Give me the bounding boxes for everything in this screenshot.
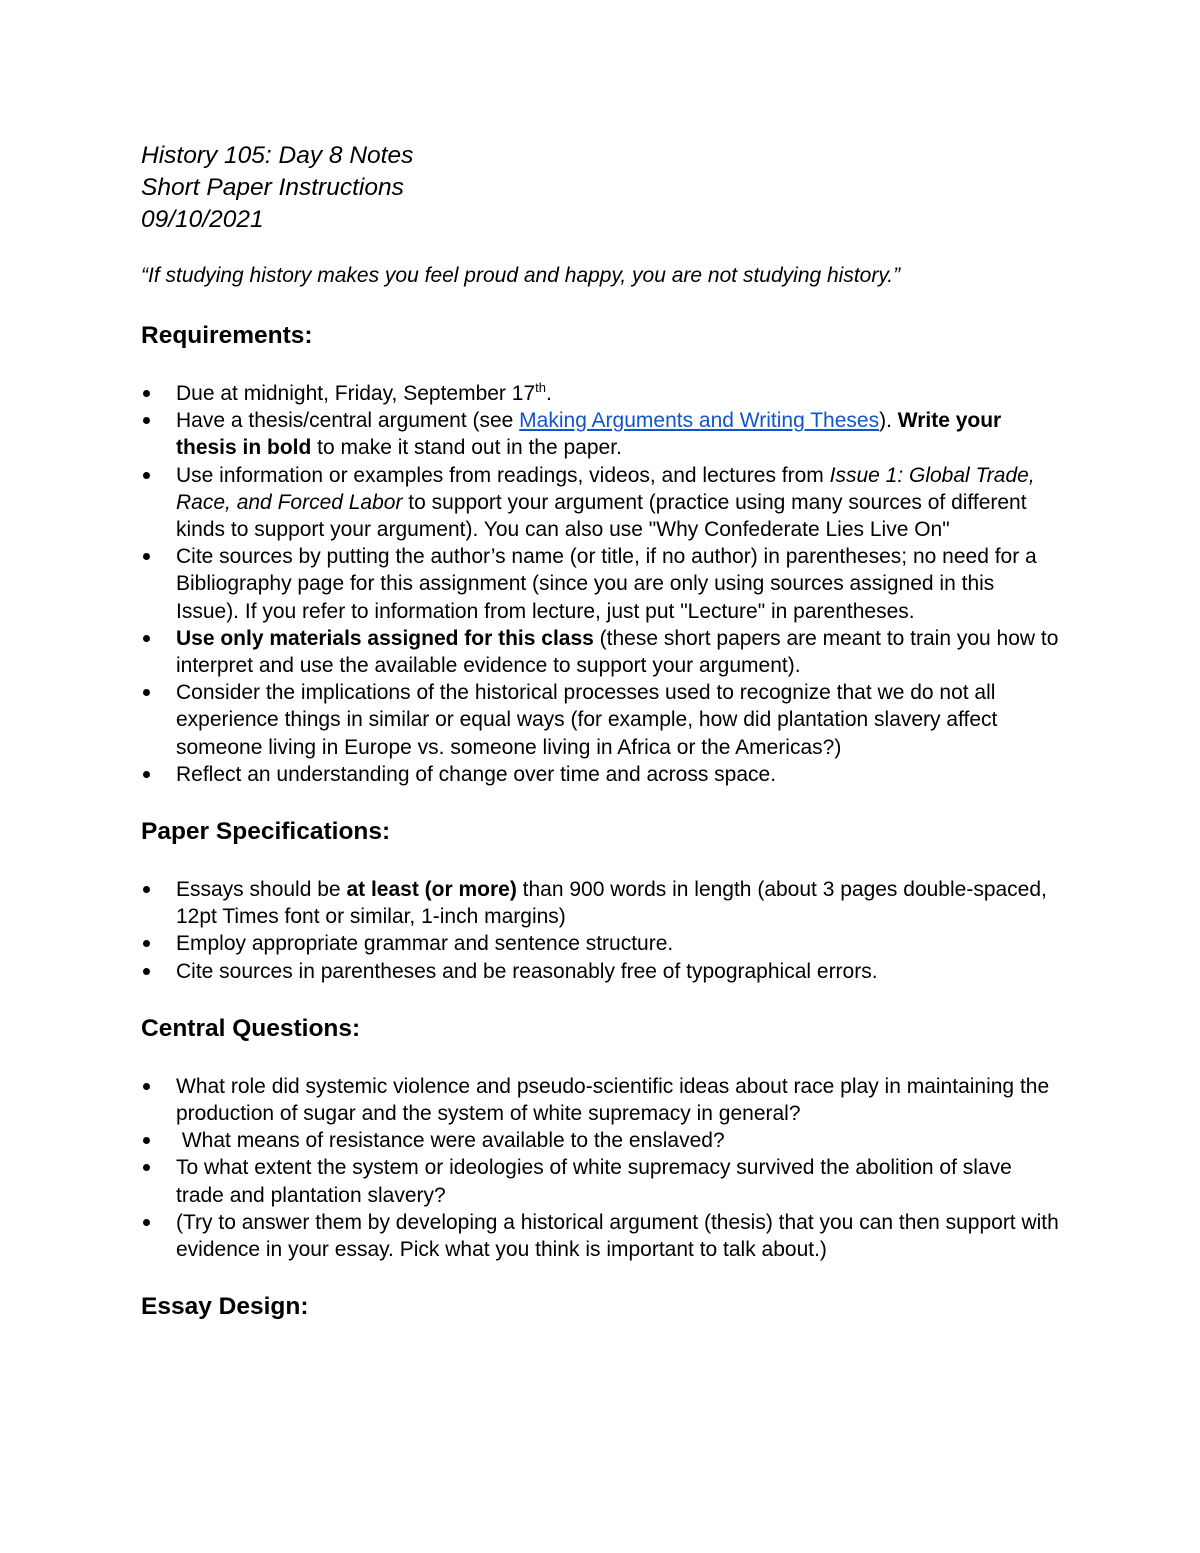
bullet-icon (143, 886, 150, 893)
list-item: To what extent the system or ideologies of white supremacy survived the abolition of slave trade and plantation slavery? (141, 1154, 1061, 1208)
bullet-icon (143, 968, 150, 975)
specifications-list (141, 876, 1061, 985)
list-item: Use information or examples from readings, videos, and lectures from Issue 1: Global Trade, Race, and Forced Labor to support your argument (practice using many sources of different kinds to support your argument). You can also use "Why Confederate Lies Live On" (141, 462, 1061, 544)
requirements-list (141, 380, 1061, 788)
bullet-icon (143, 635, 150, 642)
central-questions-heading: Central Questions: (141, 1014, 361, 1042)
bullet-icon (143, 472, 150, 479)
document-date: 09/10/2021 (141, 206, 264, 233)
bullet-icon (143, 1164, 150, 1171)
list-item: Have a thesis/central argument (see Making Arguments and Writing Theses). Write your thesis in bold to make it stand out in the paper. (141, 407, 1061, 461)
list-item: What role did systemic violence and pseudo-scientific ideas about race play in maintaining the production of sugar and the system of white supremacy in general? (141, 1073, 1061, 1127)
bullet-icon (143, 940, 150, 947)
bullet-icon (143, 417, 150, 424)
document-page (141, 140, 1061, 1322)
making-arguments-link[interactable]: Making Arguments and Writing Theses (519, 409, 880, 433)
document-subtitle: Short Paper Instructions (141, 174, 404, 201)
list-item: Cite sources in parentheses and be reasonably free of typographical errors. (141, 958, 1061, 985)
bullet-icon (143, 553, 150, 560)
list-item: Use only materials assigned for this class (these short papers are meant to train you how to interpret and use the available evidence to support your argument). (141, 625, 1061, 679)
list-item: Consider the implications of the historical processes used to recognize that we do not all experience things in similar or equal ways (for example, how did plantation slavery affect someone living in Europe vs. someone living in Africa or the Americas?) (141, 679, 1061, 761)
bullet-icon (143, 1219, 150, 1226)
list-item: Cite sources by putting the author’s name (or title, if no author) in parentheses; no need for a Bibliography page for this assignment (since you are only using sources assigned in this Issue). If you refer to information from lecture, just put "Lecture" in parentheses. (141, 543, 1061, 625)
document-title: History 105: Day 8 Notes (141, 142, 414, 169)
list-item: What means of resistance were available to the enslaved? (141, 1127, 1061, 1154)
list-item: Due at midnight, Friday, September 17th. (141, 380, 1061, 407)
epigraph-quote: “If studying history makes you feel proud and happy, you are not studying history.” (141, 264, 901, 287)
bullet-icon (143, 1137, 150, 1144)
list-item: Reflect an understanding of change over time and across space. (141, 761, 1061, 788)
list-item: Essays should be at least (or more) than 900 words in length (about 3 pages double-spaced, 12pt Times font or similar, 1-inch margins) (141, 876, 1061, 930)
bullet-icon (143, 771, 150, 778)
essay-design-heading: Essay Design: (141, 1293, 309, 1321)
list-item: Employ appropriate grammar and sentence structure. (141, 930, 1061, 957)
bullet-icon (143, 689, 150, 696)
bullet-icon (143, 390, 150, 397)
bullet-icon (143, 1083, 150, 1090)
list-item: (Try to answer them by developing a historical argument (thesis) that you can then support with evidence in your essay. Pick what you think is important to talk about.) (141, 1209, 1061, 1263)
requirements-heading: Requirements: (141, 322, 313, 349)
questions-list (141, 1073, 1061, 1263)
paper-specifications-heading: Paper Specifications: (141, 818, 391, 846)
